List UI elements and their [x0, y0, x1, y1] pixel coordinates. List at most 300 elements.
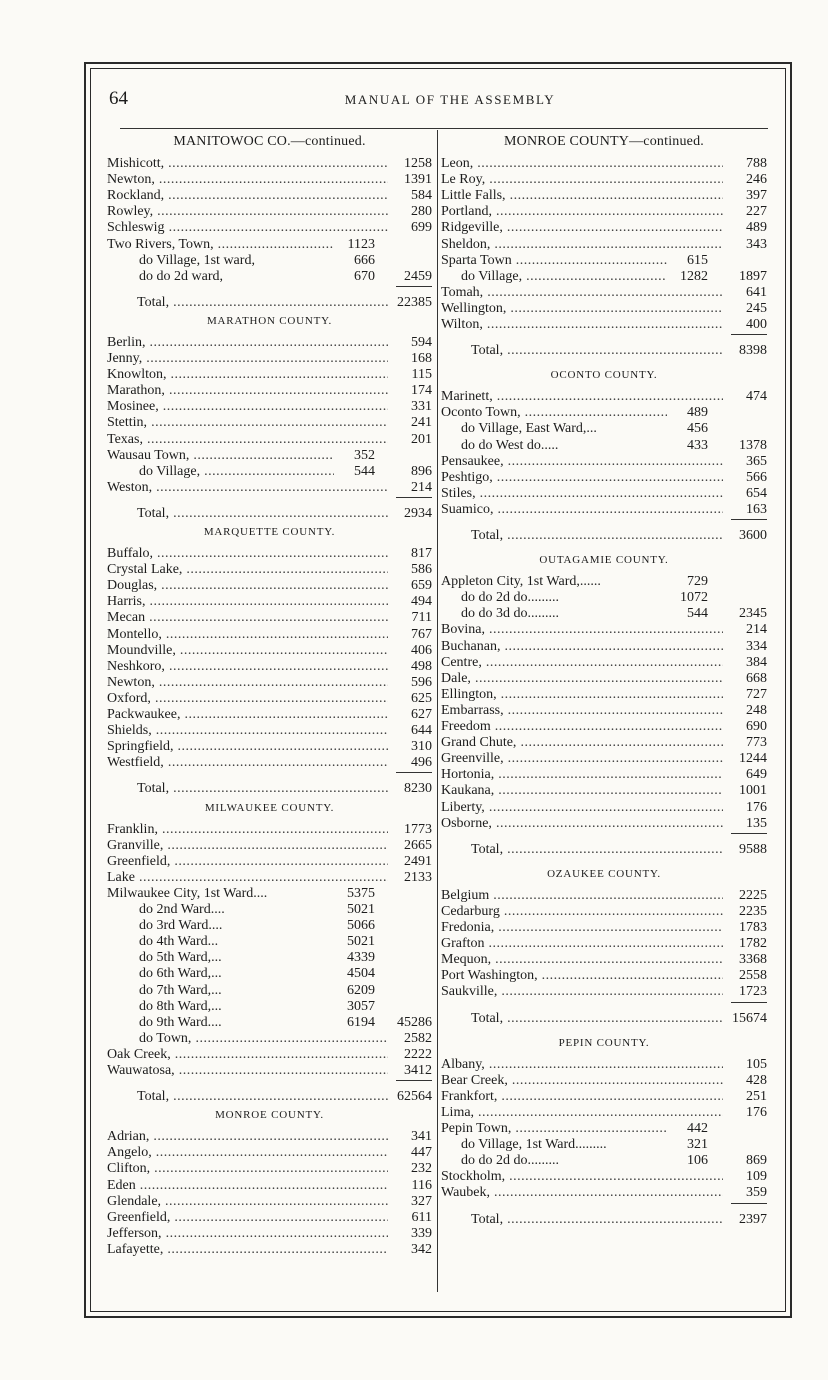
population-value: 3412 [404, 1063, 432, 1078]
place-name: Franklin, ..... [107, 822, 388, 838]
place-name: Total, ..... [137, 295, 388, 311]
total-rule [731, 833, 767, 834]
population-value: 339 [411, 1225, 432, 1241]
population-value: 596 [411, 674, 432, 690]
county-heading: MARATHON COUNTY. [206, 314, 333, 327]
table-row [441, 735, 767, 751]
county-heading: MONROE COUNTY—continued. [503, 134, 704, 149]
place-name: do Town, ..... [139, 1031, 388, 1047]
table-row [441, 888, 767, 904]
place-name: do do 2d ward, [139, 268, 223, 284]
table-row [441, 438, 767, 454]
population-value: 627 [411, 707, 432, 722]
population-value: 586 [411, 562, 432, 578]
place-name: do do West do..... [461, 437, 559, 453]
population-value: 227 [746, 204, 767, 220]
place-name: Mecan ..... [107, 610, 388, 626]
place-name: Montello, ..... [107, 627, 388, 643]
table-row [441, 655, 767, 671]
population-value: 359 [746, 1185, 767, 1201]
place-name: Wauwatosa, ..... [107, 1063, 388, 1079]
place-name: Harris, ..... [107, 594, 388, 610]
ward-population: 456 [667, 421, 708, 437]
place-name: do 4th Ward... [139, 934, 219, 950]
place-name: Sparta Town ..... [441, 253, 668, 269]
running-head: MANUAL OF THE ASSEMBLY [344, 92, 556, 107]
population-value: 214 [411, 479, 432, 495]
place-name: Marathon, ..... [107, 383, 388, 399]
ward-population: 442 [667, 1121, 708, 1137]
total-row [441, 343, 767, 359]
place-name: Total, ..... [471, 1212, 723, 1228]
population-value: 3368 [739, 952, 767, 968]
ward-population: 544 [667, 606, 708, 622]
total-rule [396, 772, 432, 773]
column-divider [437, 130, 438, 1292]
population-value: 1723 [739, 984, 767, 1000]
place-name: Oxford, ..... [107, 691, 388, 707]
population-value: 406 [411, 642, 432, 658]
population-value: 474 [746, 389, 767, 405]
ward-population: 6209 [334, 983, 375, 999]
population-value: 365 [746, 453, 767, 469]
population-value: 496 [411, 755, 432, 771]
population-value: 400 [746, 317, 767, 332]
population-value: 109 [746, 1169, 767, 1185]
population-value: 584 [411, 188, 432, 204]
table-row [441, 1073, 767, 1089]
place-name: Mosinee, ..... [107, 399, 388, 415]
population-value: 727 [746, 686, 767, 702]
table-row [441, 719, 767, 735]
place-name: Hortonia, ..... [441, 767, 723, 783]
population-value: 15674 [732, 1010, 767, 1026]
place-name: Osborne, ..... [441, 816, 723, 832]
table-row [441, 920, 767, 936]
place-name: Lafayette, ..... [107, 1242, 388, 1258]
place-name: Springfield, ..... [107, 739, 388, 755]
table-row [441, 1169, 767, 1185]
table-row [441, 285, 767, 301]
table-row [441, 301, 767, 317]
table-row [441, 671, 767, 687]
county-heading: OCONTO COUNTY. [550, 369, 658, 382]
ward-population: 352 [334, 448, 375, 464]
table-row [441, 502, 767, 518]
population-value: 343 [746, 236, 767, 252]
place-name: do Village, 1st Ward......... [461, 1137, 607, 1153]
population-value: 1258 [404, 156, 432, 171]
place-name: do do 2d do......... [461, 590, 559, 606]
population-value: 788 [746, 156, 767, 171]
county-heading: PEPIN COUNTY. [558, 1036, 650, 1049]
population-value: 248 [746, 702, 767, 718]
population-value: 2225 [739, 887, 767, 903]
table-row [441, 317, 767, 333]
population-value: 397 [746, 188, 767, 204]
place-name: Westfield, ..... [107, 755, 388, 771]
place-name: do 9th Ward.... [139, 1014, 222, 1030]
ward-population: 433 [667, 438, 708, 454]
county-heading: MARQUETTE COUNTY. [203, 526, 336, 538]
population-value: 22385 [397, 294, 432, 310]
population-value: 1773 [404, 821, 432, 837]
population-value: 62564 [397, 1089, 432, 1105]
population-value: 896 [411, 463, 432, 479]
place-name: Eden ..... [107, 1178, 388, 1194]
place-name: Pensaukee, ..... [441, 454, 723, 470]
place-name: Oconto Town, ..... [441, 405, 668, 421]
table-row [441, 639, 767, 655]
population-value: 594 [411, 334, 432, 350]
place-name: Wilton, ..... [441, 317, 723, 333]
population-value: 1783 [739, 920, 767, 935]
place-name: do do 2d do......... [461, 1153, 559, 1169]
table-row [441, 800, 767, 816]
table-row [441, 952, 767, 968]
population-value: 2934 [404, 505, 432, 521]
total-rule [396, 497, 432, 498]
place-name: Total, ..... [471, 343, 723, 359]
county-heading: MONROE COUNTY. [215, 1109, 324, 1122]
population-value: 342 [411, 1241, 432, 1257]
population-value: 105 [746, 1056, 767, 1072]
table-row [441, 606, 767, 622]
population-value: 869 [746, 1153, 767, 1169]
population-value: 384 [746, 654, 767, 670]
place-name: Moundville, ..... [107, 643, 388, 659]
place-name: Milwaukee City, 1st Ward.... [107, 885, 268, 901]
county-heading: OUTAGAMIE COUNTY. [539, 554, 669, 567]
population-value: 447 [411, 1145, 432, 1161]
table-row [441, 574, 767, 590]
table-row [441, 767, 767, 783]
place-name: Grafton ..... [441, 936, 723, 952]
place-name: Berlin, ..... [107, 335, 388, 351]
place-name: do 2nd Ward.... [139, 902, 225, 917]
population-value: 489 [746, 220, 767, 236]
place-name: Glendale, ..... [107, 1194, 388, 1210]
population-value: 3600 [739, 528, 767, 543]
ward-population: 4504 [334, 966, 375, 982]
ward-population: 5021 [334, 902, 375, 918]
table-row [441, 220, 767, 236]
population-value: 2235 [739, 903, 767, 919]
table-row [441, 1153, 767, 1169]
place-name: Rockland, ..... [107, 188, 388, 204]
place-name: Angelo, ..... [107, 1145, 388, 1161]
place-name: Total, ..... [137, 1089, 388, 1105]
population-value: 310 [411, 739, 432, 755]
table-row [441, 1089, 767, 1105]
ward-population: 5021 [334, 934, 375, 950]
population-value: 644 [411, 723, 432, 739]
ward-population: 321 [667, 1137, 708, 1153]
population-value: 2459 [404, 268, 432, 284]
population-value: 232 [411, 1161, 432, 1177]
table-row [441, 703, 767, 719]
place-name: Little Falls, ..... [441, 188, 723, 204]
table-row [441, 253, 767, 269]
population-value: 8398 [739, 343, 767, 359]
table-row [441, 421, 767, 437]
population-value: 327 [411, 1193, 432, 1209]
place-name: Grand Chute, ..... [441, 735, 723, 751]
place-name: Packwaukee, ..... [107, 707, 388, 723]
population-value: 611 [411, 1209, 432, 1225]
place-name: Stiles, ..... [441, 486, 723, 502]
table-row [441, 486, 767, 502]
place-name: Knowlton, ..... [107, 367, 388, 383]
table-row [441, 816, 767, 832]
population-value: 2491 [404, 853, 432, 869]
place-name: Greenfield, ..... [107, 1210, 388, 1226]
place-name: Oak Creek, ..... [107, 1047, 388, 1063]
population-value: 1244 [739, 751, 767, 767]
place-name: Bovina, ..... [441, 622, 723, 638]
place-name: Mequon, ..... [441, 952, 723, 968]
population-value: 668 [746, 670, 767, 686]
table-row [441, 156, 767, 172]
place-name: Embarrass, ..... [441, 703, 723, 719]
table-row [441, 237, 767, 253]
ward-population: 666 [334, 253, 375, 269]
population-value: 176 [746, 1104, 767, 1120]
population-value: 494 [411, 594, 432, 610]
place-name: Total, ..... [471, 528, 723, 544]
place-name: Tomah, ..... [441, 285, 723, 301]
population-value: 168 [411, 351, 432, 366]
place-name: Waubek, ..... [441, 1185, 723, 1201]
population-value: 1782 [739, 936, 767, 952]
place-name: Wellington, ..... [441, 301, 723, 317]
table-row [441, 470, 767, 486]
population-value: 280 [411, 204, 432, 220]
population-value: 2345 [739, 606, 767, 622]
table-row [441, 1137, 767, 1153]
population-value: 1001 [739, 783, 767, 799]
place-name: Adrian, ..... [107, 1129, 388, 1145]
place-name: Total, ..... [137, 781, 388, 797]
table-row [441, 454, 767, 470]
population-value: 659 [411, 578, 432, 594]
place-name: Pepin Town, ..... [441, 1121, 668, 1137]
place-name: Ellington, ..... [441, 687, 723, 703]
table-row [441, 1185, 767, 1201]
population-value: 116 [411, 1177, 432, 1193]
place-name: Mishicott, ..... [107, 156, 388, 172]
place-name: Lake ..... [107, 870, 388, 886]
place-name: do 3rd Ward.... [139, 918, 223, 934]
table-row [441, 904, 767, 920]
total-row [441, 528, 767, 544]
population-value: 773 [746, 735, 767, 751]
place-name: do Village, ..... [139, 464, 335, 480]
total-row [441, 842, 767, 858]
ward-population: 6194 [334, 1015, 375, 1031]
population-value: 176 [746, 799, 767, 815]
ward-population: 5375 [334, 886, 375, 902]
place-name: Total, ..... [471, 1011, 723, 1027]
table-row [441, 269, 767, 285]
place-name: Stockholm, ..... [441, 1169, 723, 1185]
population-value: 2397 [739, 1211, 767, 1227]
population-value: 8230 [404, 781, 432, 797]
table-row [441, 687, 767, 703]
place-name: Bear Creek, ..... [441, 1073, 723, 1089]
population-value: 163 [746, 501, 767, 517]
population-value: 174 [411, 383, 432, 399]
place-name: Peshtigo, ..... [441, 470, 723, 486]
place-name: Suamico, ..... [441, 502, 723, 518]
table-row [441, 622, 767, 638]
total-rule [731, 1203, 767, 1204]
place-name: Cedarburg ..... [441, 904, 723, 920]
place-name: Rowley, ..... [107, 204, 388, 220]
population-value: 251 [746, 1088, 767, 1104]
county-heading: OZAUKEE COUNTY. [547, 867, 661, 880]
table-row [441, 1057, 767, 1073]
place-name: Fredonia, ..... [441, 920, 723, 936]
place-name: Albany, ..... [441, 1057, 723, 1073]
ward-population: 3057 [334, 999, 375, 1015]
place-name: Stettin, ..... [107, 415, 388, 431]
population-value: 1391 [404, 172, 432, 188]
population-value: 711 [411, 610, 432, 626]
population-value: 246 [746, 172, 767, 188]
population-value: 625 [411, 690, 432, 706]
place-name: Newton, ..... [107, 172, 388, 188]
place-name: Sheldon, ..... [441, 237, 723, 253]
total-rule [731, 519, 767, 520]
population-value: 115 [411, 367, 432, 383]
population-value: 201 [411, 431, 432, 447]
ward-population: 1282 [667, 269, 708, 285]
table-row [441, 188, 767, 204]
place-name: Total, ..... [137, 506, 388, 522]
population-value: 641 [746, 284, 767, 300]
place-name: Appleton City, 1st Ward,...... [441, 574, 601, 590]
ward-population: 1072 [667, 590, 708, 606]
ward-population: 615 [667, 253, 708, 269]
ward-population: 5066 [334, 918, 375, 934]
place-name: Le Roy, ..... [441, 172, 723, 188]
population-value: 2582 [404, 1030, 432, 1046]
place-name: do 6th Ward,... [139, 966, 222, 982]
place-name: Clifton, ..... [107, 1161, 388, 1177]
place-name: Liberty, ..... [441, 800, 723, 816]
total-rule [731, 1002, 767, 1003]
table-row [441, 751, 767, 767]
total-rule [731, 334, 767, 335]
population-value: 1897 [739, 268, 767, 284]
table-row [441, 1105, 767, 1121]
place-name: do 7th Ward,... [139, 982, 222, 998]
population-value: 2222 [404, 1046, 432, 1062]
population-value: 341 [411, 1129, 432, 1145]
table-row [441, 968, 767, 984]
place-name: do do 3d do......... [461, 606, 559, 622]
place-name: Douglas, ..... [107, 578, 388, 594]
place-name: Marinett, ..... [441, 389, 723, 405]
table-row [441, 405, 767, 421]
table-row [441, 590, 767, 606]
population-value: 214 [746, 622, 767, 638]
ward-population: 729 [667, 574, 708, 590]
county-heading: MILWAUKEE COUNTY. [204, 801, 335, 814]
place-name: Neshkoro, ..... [107, 659, 388, 675]
place-name: Crystal Lake, ..... [107, 562, 388, 578]
place-name: Kaukana, ..... [441, 783, 723, 799]
population-value: 241 [411, 415, 432, 431]
place-name: Jefferson, ..... [107, 1226, 388, 1242]
ward-population: 4339 [334, 950, 375, 966]
population-value: 654 [746, 485, 767, 501]
place-name: do 8th Ward,... [139, 998, 222, 1014]
population-value: 817 [411, 546, 432, 561]
place-name: Portland, ..... [441, 204, 723, 220]
total-row [441, 1011, 767, 1027]
place-name: Weston, ..... [107, 480, 388, 496]
population-value: 135 [746, 815, 767, 831]
place-name: Newton, ..... [107, 675, 388, 691]
place-name: Granville, ..... [107, 838, 388, 854]
table-row [441, 936, 767, 952]
place-name: Belgium ..... [441, 888, 723, 904]
total-rule [396, 1080, 432, 1081]
ward-population: 544 [334, 464, 375, 480]
place-name: Ridgeville, ..... [441, 220, 723, 236]
table-row [441, 1121, 767, 1137]
population-value: 2665 [404, 837, 432, 853]
population-value: 498 [411, 658, 432, 674]
place-name: Greenville, ..... [441, 751, 723, 767]
place-name: Saukville, ..... [441, 984, 723, 1000]
place-name: Frankfort, ..... [441, 1089, 723, 1105]
place-name: Buchanan, ..... [441, 639, 723, 655]
population-value: 767 [411, 626, 432, 642]
place-name: do Village, 1st ward, [139, 252, 255, 268]
place-name: do Village, East Ward,... [461, 421, 597, 437]
place-name: Total, ..... [471, 842, 723, 858]
place-name: Lima, ..... [441, 1105, 723, 1121]
place-name: Buffalo, ..... [107, 546, 388, 562]
population-value: 331 [411, 399, 432, 415]
table-row [441, 783, 767, 799]
population-value: 334 [746, 638, 767, 654]
ward-population: 1123 [334, 237, 375, 253]
place-name: Freedom ..... [441, 719, 723, 735]
population-value: 2558 [739, 968, 767, 984]
population-value: 9588 [739, 841, 767, 857]
place-name: Greenfield, ..... [107, 854, 388, 870]
population-value: 566 [746, 469, 767, 485]
place-name: Port Washington, ..... [441, 968, 723, 984]
ward-population: 670 [334, 269, 375, 285]
place-name: Two Rivers, Town, ..... [107, 237, 335, 253]
population-value: 1378 [739, 437, 767, 453]
population-value: 245 [746, 300, 767, 316]
place-name: Texas, ..... [107, 432, 388, 448]
population-value: 428 [746, 1072, 767, 1088]
place-name: do Village, ..... [461, 269, 668, 285]
table-row [441, 984, 767, 1000]
population-value: 649 [746, 767, 767, 783]
page-number: 64 [109, 88, 128, 109]
population-value: 45286 [397, 1014, 432, 1030]
county-heading: MANITOWOC CO.—continued. [173, 134, 366, 149]
place-name: Jenny, ..... [107, 351, 388, 367]
